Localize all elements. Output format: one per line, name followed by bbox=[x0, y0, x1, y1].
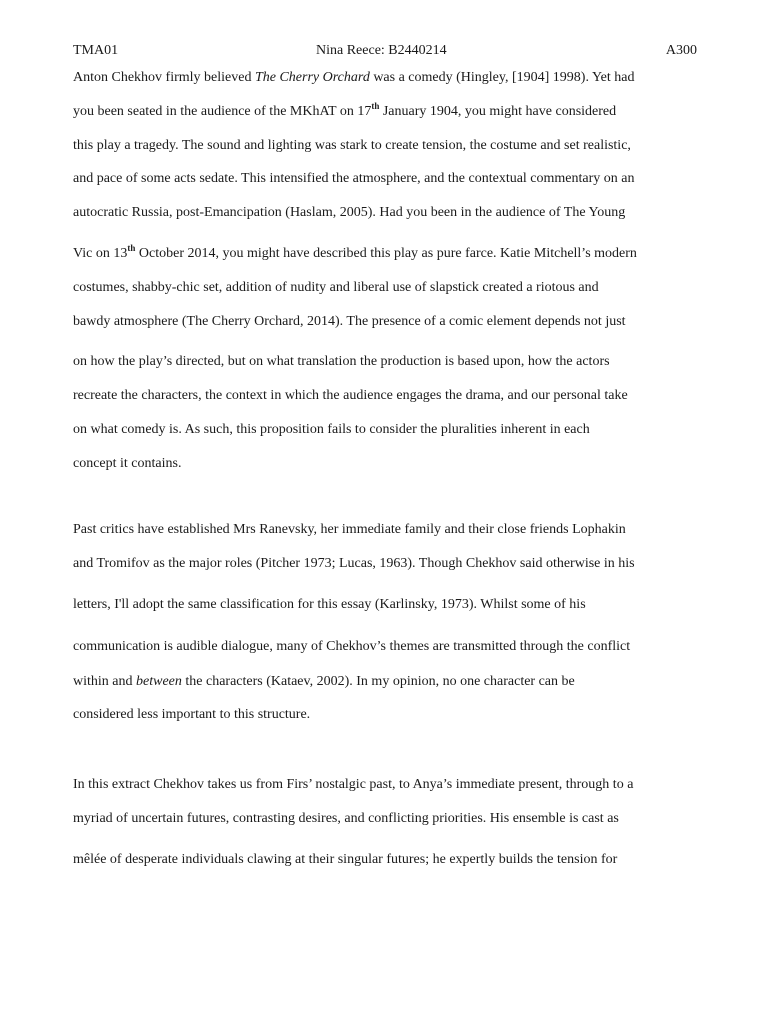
module-code: A300 bbox=[665, 43, 697, 58]
paragraph2-line-5: within and between the characters (Kataev, 2002). In my opinion, no one character can be bbox=[73, 674, 575, 689]
ordinal-suffix: th bbox=[371, 101, 380, 111]
paragraph1-line-2: you been seated in the audience of the MKhAT on 17th January 1904, you might have considered bbox=[73, 101, 617, 119]
paragraph3-line-3: mêlée of desperate individuals clawing at their singular futures; he expertly builds the tension for bbox=[73, 852, 618, 867]
paragraph1-line-6: Vic on 13th October 2014, you might have described this play as pure farce. Katie Mitchell’s modern bbox=[73, 243, 637, 261]
author-id: Nina Reece: B2440214 bbox=[316, 43, 447, 58]
play-title: The Cherry Orchard bbox=[254, 70, 370, 85]
paragraph1-line-10: recreate the characters, the context in which the audience engages the drama, and our personal take bbox=[73, 388, 628, 403]
paragraph3-line-1: In this extract Chekhov takes us from Firs’ nostalgic past, to Anya’s immediate present, through to a bbox=[73, 777, 634, 792]
paragraph1-line-1: Anton Chekhov firmly believed The Cherry Orchard was a comedy (Hingley, [1904] 1998). Yet had bbox=[73, 70, 635, 85]
ordinal-suffix: th bbox=[127, 243, 136, 253]
paragraph2-line-4: communication is audible dialogue, many of Chekhov’s themes are transmitted through the conflict bbox=[73, 639, 631, 654]
paragraph1-line-3: this play a tragedy. The sound and lighting was stark to create tension, the costume and set realistic, bbox=[73, 138, 631, 153]
course-code: TMA01 bbox=[73, 43, 119, 58]
page-header bbox=[73, 41, 697, 61]
emphasis-between: between bbox=[136, 674, 182, 689]
paragraph1-line-11: on what comedy is. As such, this proposition fails to consider the pluralities inherent in each bbox=[73, 422, 590, 437]
paragraph1-line-8: bawdy atmosphere (The Cherry Orchard, 2014). The presence of a comic element depends not just bbox=[73, 314, 626, 329]
paragraph3-line-2: myriad of uncertain futures, contrasting desires, and conflicting priorities. His ensemble is cast as bbox=[73, 811, 619, 826]
paragraph2-line-1: Past critics have established Mrs Ranevsky, her immediate family and their close friends Lophakin bbox=[73, 522, 626, 537]
paragraph1-line-4: and pace of some acts sedate. This intensified the atmosphere, and the contextual commentary on an bbox=[73, 171, 635, 186]
paragraph2-line-6: considered less important to this structure. bbox=[73, 707, 311, 722]
paragraph1-line-5: autocratic Russia, post-Emancipation (Haslam, 2005). Had you been in the audience of The Young bbox=[73, 205, 626, 220]
paragraph1-line-9: on how the play’s directed, but on what translation the production is based upon, how the actors bbox=[73, 354, 610, 369]
paragraph2-line-3: letters, I'll adopt the same classification for this essay (Karlinsky, 1973). Whilst some of his bbox=[73, 597, 586, 612]
paragraph2-line-2: and Tromifov as the major roles (Pitcher 1973; Lucas, 1963). Though Chekhov said otherwise in his bbox=[73, 556, 635, 571]
paragraph1-line-12: concept it contains. bbox=[73, 456, 182, 471]
paragraph1-line-7: costumes, shabby-chic set, addition of nudity and liberal use of slapstick created a riotous and bbox=[73, 280, 599, 295]
